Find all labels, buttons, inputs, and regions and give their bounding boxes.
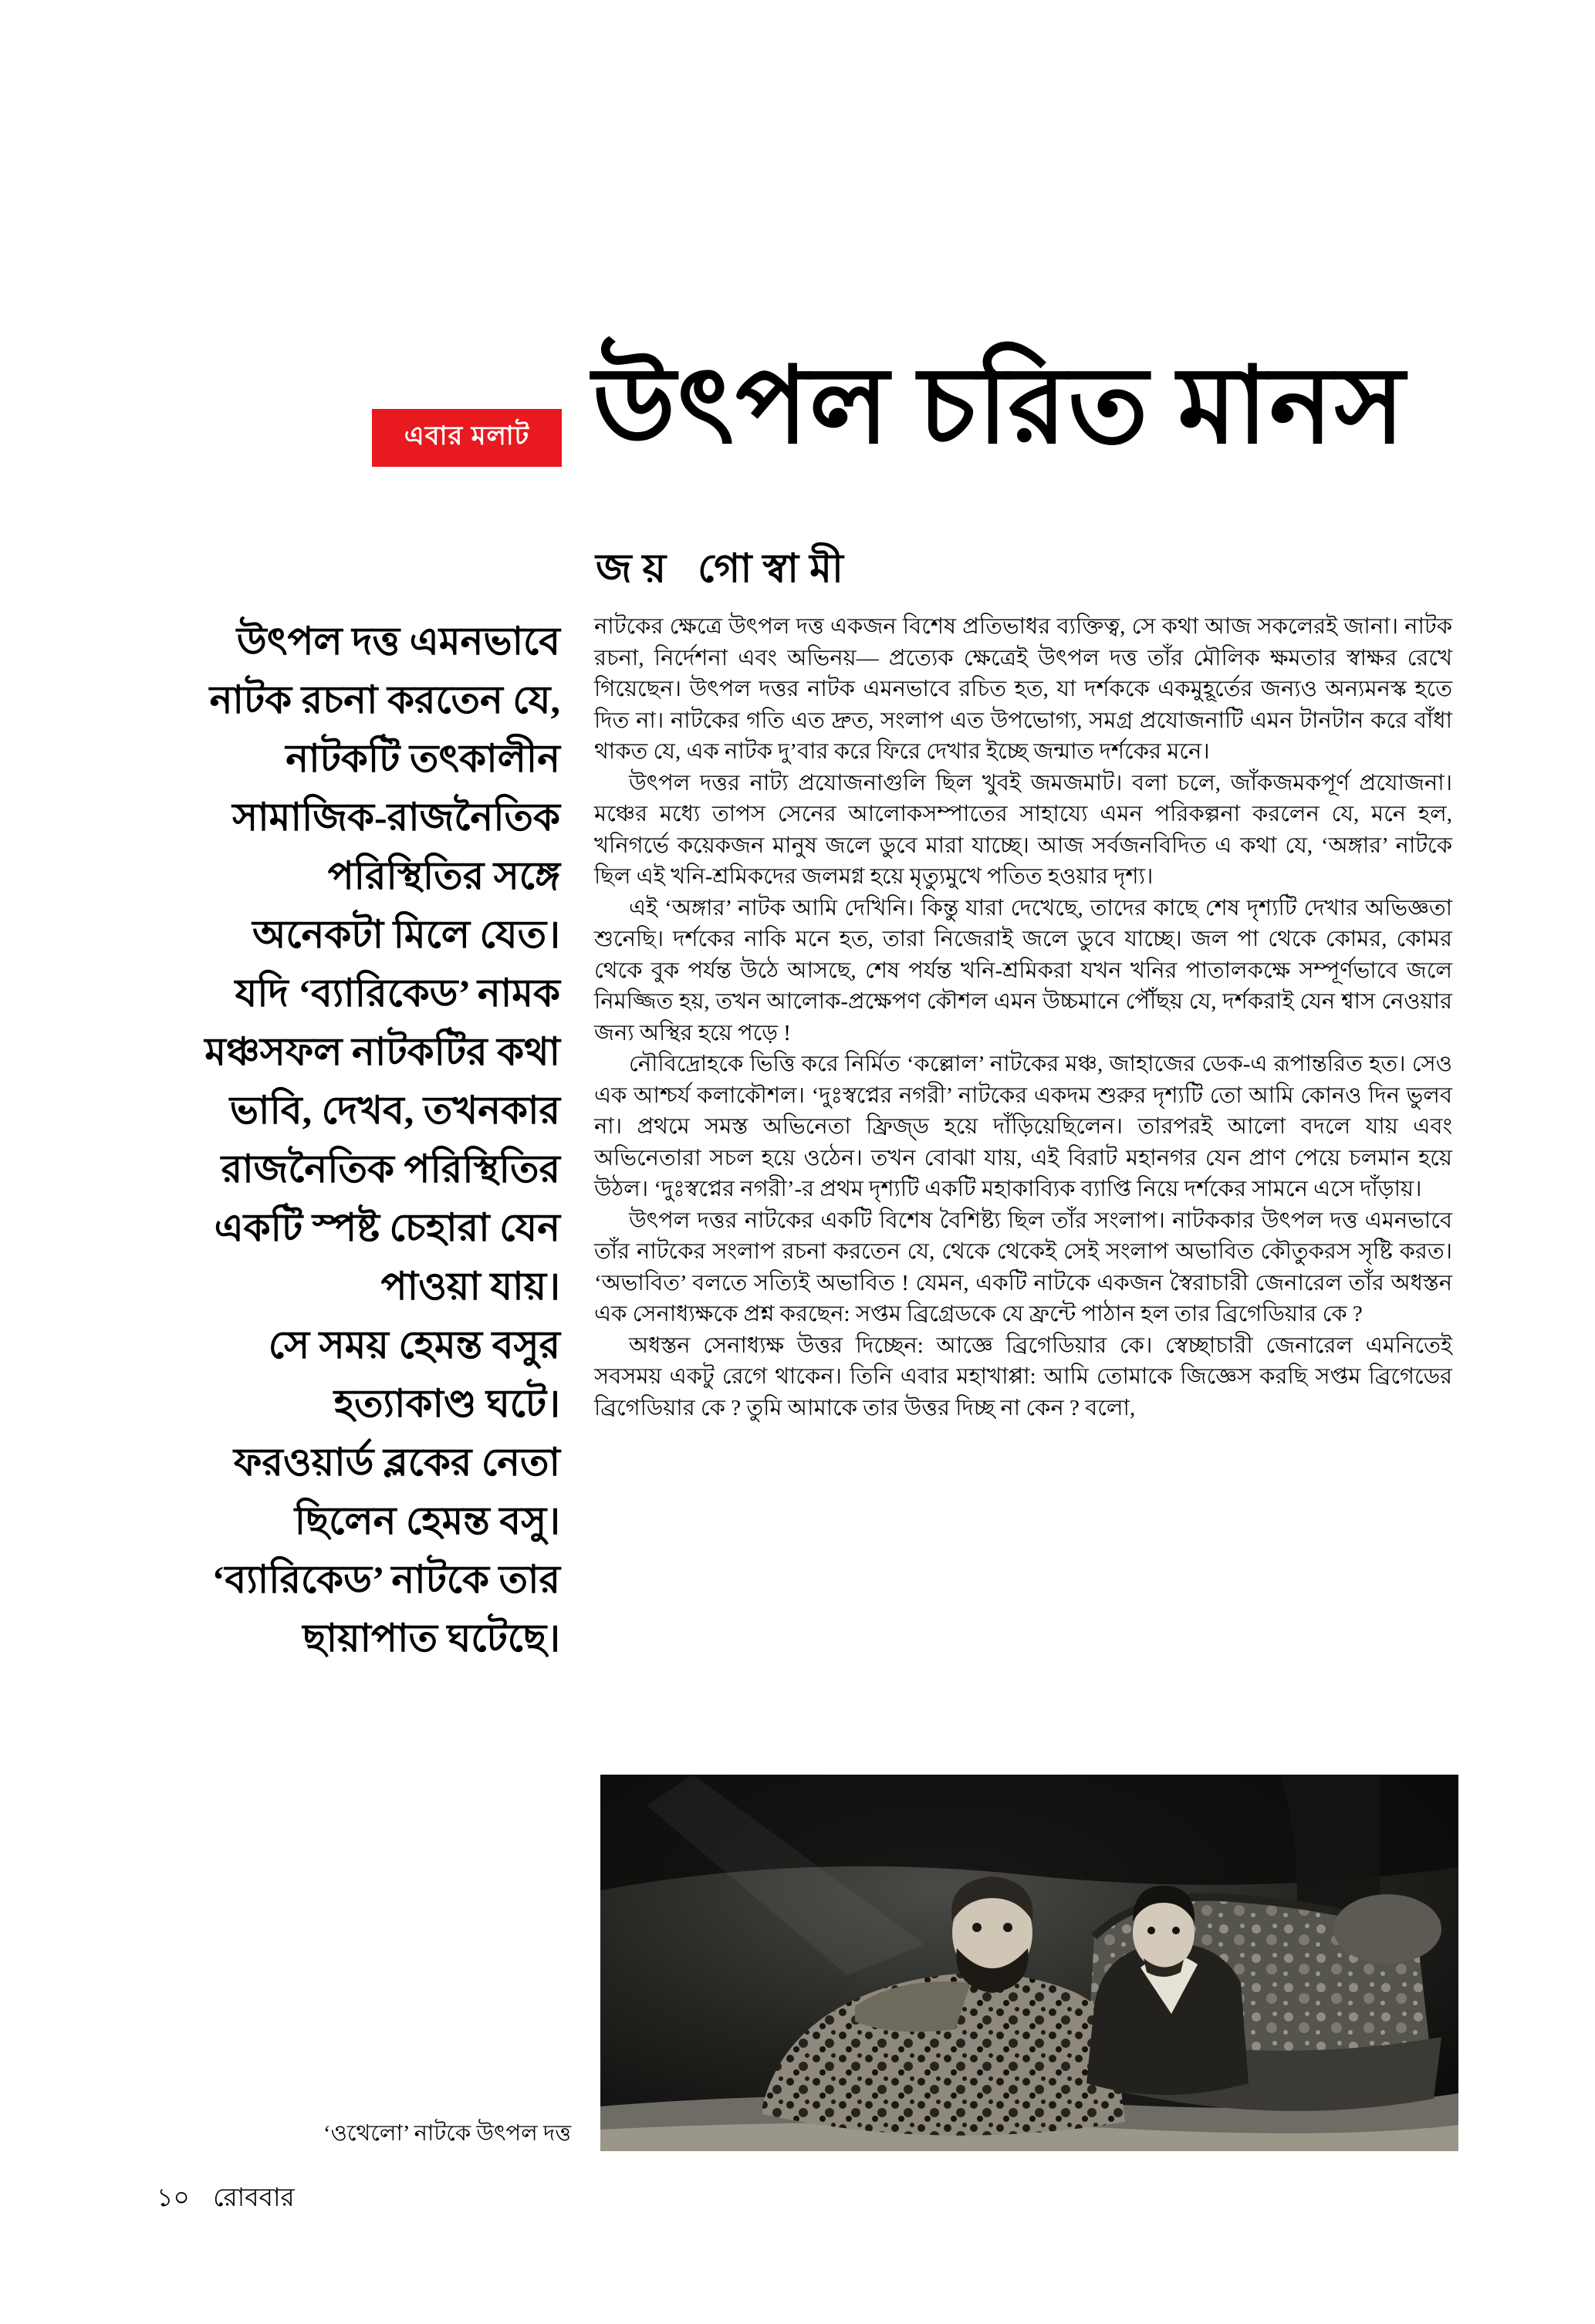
pull-quote: [137, 612, 560, 1667]
article-paragraph: উৎপল দত্তর নাট্য প্রযোজনাগুলি ছিল খুবই জমজমাট। বলা চলে, জাঁকজমকপূর্ণ প্রযোজনা। মঞ্চের মধ্যে তাপস সেনের আলোকসম্পাতের সাহায্যে এমন পরিকল্পনা করলেন যে, মনে হল, খনিগর্ভে কয়েকজন মানুষ জলে ডুবে মারা যাচ্ছে। আজ সর্বজনবিদিত এ কথা যে, ‘অঙ্গার’ নাটকে ছিল এই খনি-শ্রমিকদের জলমগ্ন হয়ে মৃত্যুমুখে পতিত হওয়ার দৃশ্য।: [594, 770, 1452, 889]
pull-quote-line: রাজনৈতিক পরিস্থিতির: [221, 1147, 560, 1191]
pull-quote-line: উৎপল দত্ত এমনভাবে: [236, 620, 560, 663]
magazine-name: রোববার: [213, 2184, 295, 2212]
pull-quote-line: হত্যাকাণ্ড ঘটে।: [333, 1382, 560, 1425]
article-paragraph: উৎপল দত্তর নাটকের একটি বিশেষ বৈশিষ্ট্য ছিল তাঁর সংলাপ। নাটককার উৎপল দত্ত এমনভাবে তাঁর নাটকের সংলাপ রচনা করতেন যে, থেকে থেকেই সেই সংলাপ অভাবিত কৌতুকরস সৃষ্টি করত। ‘অভাবিত’ বলতে সত্যিই অভাবিত ! যেমন, একটি নাটকে একজন স্বৈরাচারী জেনারেল তাঁর অধস্তন এক সেনাধ্যক্ষকে প্রশ্ন করছেন: সপ্তম ব্রিগ্রেডকে যে ফ্রন্টে পাঠান হল তার ব্রিগেডিয়ার কে ?: [594, 1208, 1452, 1326]
othello-stage-photo: [600, 1775, 1458, 2151]
article-paragraph: নৌবিদ্রোহকে ভিত্তি করে নির্মিত ‘কল্লোল’ নাটকের মঞ্চ, জাহাজের ডেক-এ রূপান্তরিত হত। সেও এক আশ্চর্য কলাকৌশল। ‘দুঃস্বপ্নের নগরী’ নাটকের একদম শুরুর দৃশ্যটি তো আমি কোনও দিন ভুলব না। প্রথমে সমস্ত অভিনেতা ফ্রিজ্‌ড হয়ে দাঁড়িয়েছিলেন। তারপরই আলো বদলে যায় এবং অভিনেতারা সচল হয়ে ওঠেন। তখন বোঝা যায়, এই বিরাট মহানগর যেন প্রাণ পেয়ে চলমান হয়ে উঠল। ‘দুঃস্বপ্নের নগরী’-র প্রথম দৃশ্যটি একটি মহাকাব্যিক ব্যাপ্তি নিয়ে দর্শকের সামনে এসে দাঁড়ায়।: [594, 1052, 1452, 1201]
pull-quote-line: পাওয়া যায়।: [380, 1265, 560, 1308]
article-paragraph: এই ‘অঙ্গার’ নাটক আমি দেখিনি। কিন্তু যারা দেখেছে, তাদের কাছে শেষ দৃশ্যটি দেখার অভিজ্ঞতা শুনেছি। দর্শকের নাকি মনে হত, তারা নিজেরাই জলে ডুবে যাচ্ছে। জল পা থেকে কোমর, কোমর থেকে বুক পর্যন্ত উঠে আসছে, শেষ পর্যন্ত খনি-শ্রমিকরা যখন খনির পাতালকক্ষে সম্পূর্ণভাবে জলে নিমজ্জিত হয়, তখন আলোক-প্রক্ষেপণ কৌশল এমন উচ্চমানে পৌঁছয় যে, দর্শকরাই যেন শ্বাস নেওয়ার জন্য অস্থির হয়ে পড়ে !: [594, 895, 1452, 1045]
pull-quote-line: ভাবি, দেখব, তখনকার: [229, 1089, 560, 1132]
section-badge: [372, 409, 562, 467]
pull-quote-line: ছায়াপাত ঘটেছে।: [302, 1616, 560, 1660]
pull-quote-line: যদি ‘ব্যারিকেড’ নামক: [235, 971, 560, 1015]
page-title: উৎপল চরিত মানস: [593, 347, 1407, 465]
pull-quote-line: ফরওয়ার্ড ব্লকের নেতা: [233, 1441, 560, 1484]
article-paragraph: নাটকের ক্ষেত্রে উৎপল দত্ত একজন বিশেষ প্রতিভাধর ব্যক্তিত্ব, সে কথা আজ সকলেরই জানা। নাটক রচনা, নির্দেশনা এবং অভিনয়— প্রত্যেক ক্ষেত্রেই উৎপল দত্ত তাঁর মৌলিক ক্ষমতার স্বাক্ষর রেখে গিয়েছেন। উৎপল দত্তর নাটক এমনভাবে রচিত হত, যা দর্শককে একমুহূর্তের জন্যও অন্যমনস্ক হতে দিত না। নাটকের গতি এত দ্রুত, সংলাপ এত উপভোগ্য, সমগ্র প্রযোজনাটি এমন টানটান করে বাঁধা থাকত যে, এক নাটক দু’বার করে ফিরে দেখার ইচ্ছে জন্মাত দর্শকের মনে।: [594, 614, 1452, 764]
pull-quote-line: ‘ব্যারিকেড’ নাটকে তার: [211, 1558, 560, 1601]
pull-quote-line: একটি স্পষ্ট চেহারা যেন: [214, 1206, 560, 1249]
page-folio: [157, 2177, 295, 2221]
pull-quote-line: নাটক রচনা করতেন যে,: [209, 678, 560, 721]
author-byline: জয় গোস্বামী: [596, 547, 854, 591]
pull-quote-line: অনেকটা মিলে যেত।: [252, 913, 560, 956]
article-paragraph: অধস্তন সেনাধ্যক্ষ উত্তর দিচ্ছেন: আজ্ঞে ব্রিগেডিয়ার কে। স্বেচ্ছাচারী জেনারেল এমনিতেই সবসময় একটু রেগে থাকেন। তিনি এবার মহাখাপ্পা: আমি তোমাকে জিজ্ঞেস করছি সপ্তম ব্রিগেডের ব্রিগেডিয়ার কে ? তুমি আমাকে তার উত্তর দিচ্ছ না কেন ? বলো,: [594, 1333, 1452, 1420]
pull-quote-line: নাটকটি তৎকালীন: [286, 737, 560, 780]
pull-quote-line: সে সময় হেমন্ত বসুর: [268, 1323, 560, 1366]
pull-quote-line: সামাজিক-রাজনৈতিক: [232, 795, 560, 839]
pull-quote-line: মঞ্চসফল নাটকটির কথা: [204, 1030, 560, 1073]
page-number: ১০: [157, 2184, 190, 2212]
pull-quote-line: ছিলেন হেমন্ত বসু।: [294, 1499, 560, 1542]
article-body: [594, 611, 1452, 1424]
section-badge-label: এবার মলাট: [404, 421, 530, 451]
pull-quote-line: পরিস্থিতির সঙ্গে: [327, 854, 560, 897]
photo-caption: ‘ওথেলো’ নাটকে উৎপল দত্ত: [323, 2121, 571, 2146]
stage-photo-graphic: [600, 1775, 1458, 2151]
